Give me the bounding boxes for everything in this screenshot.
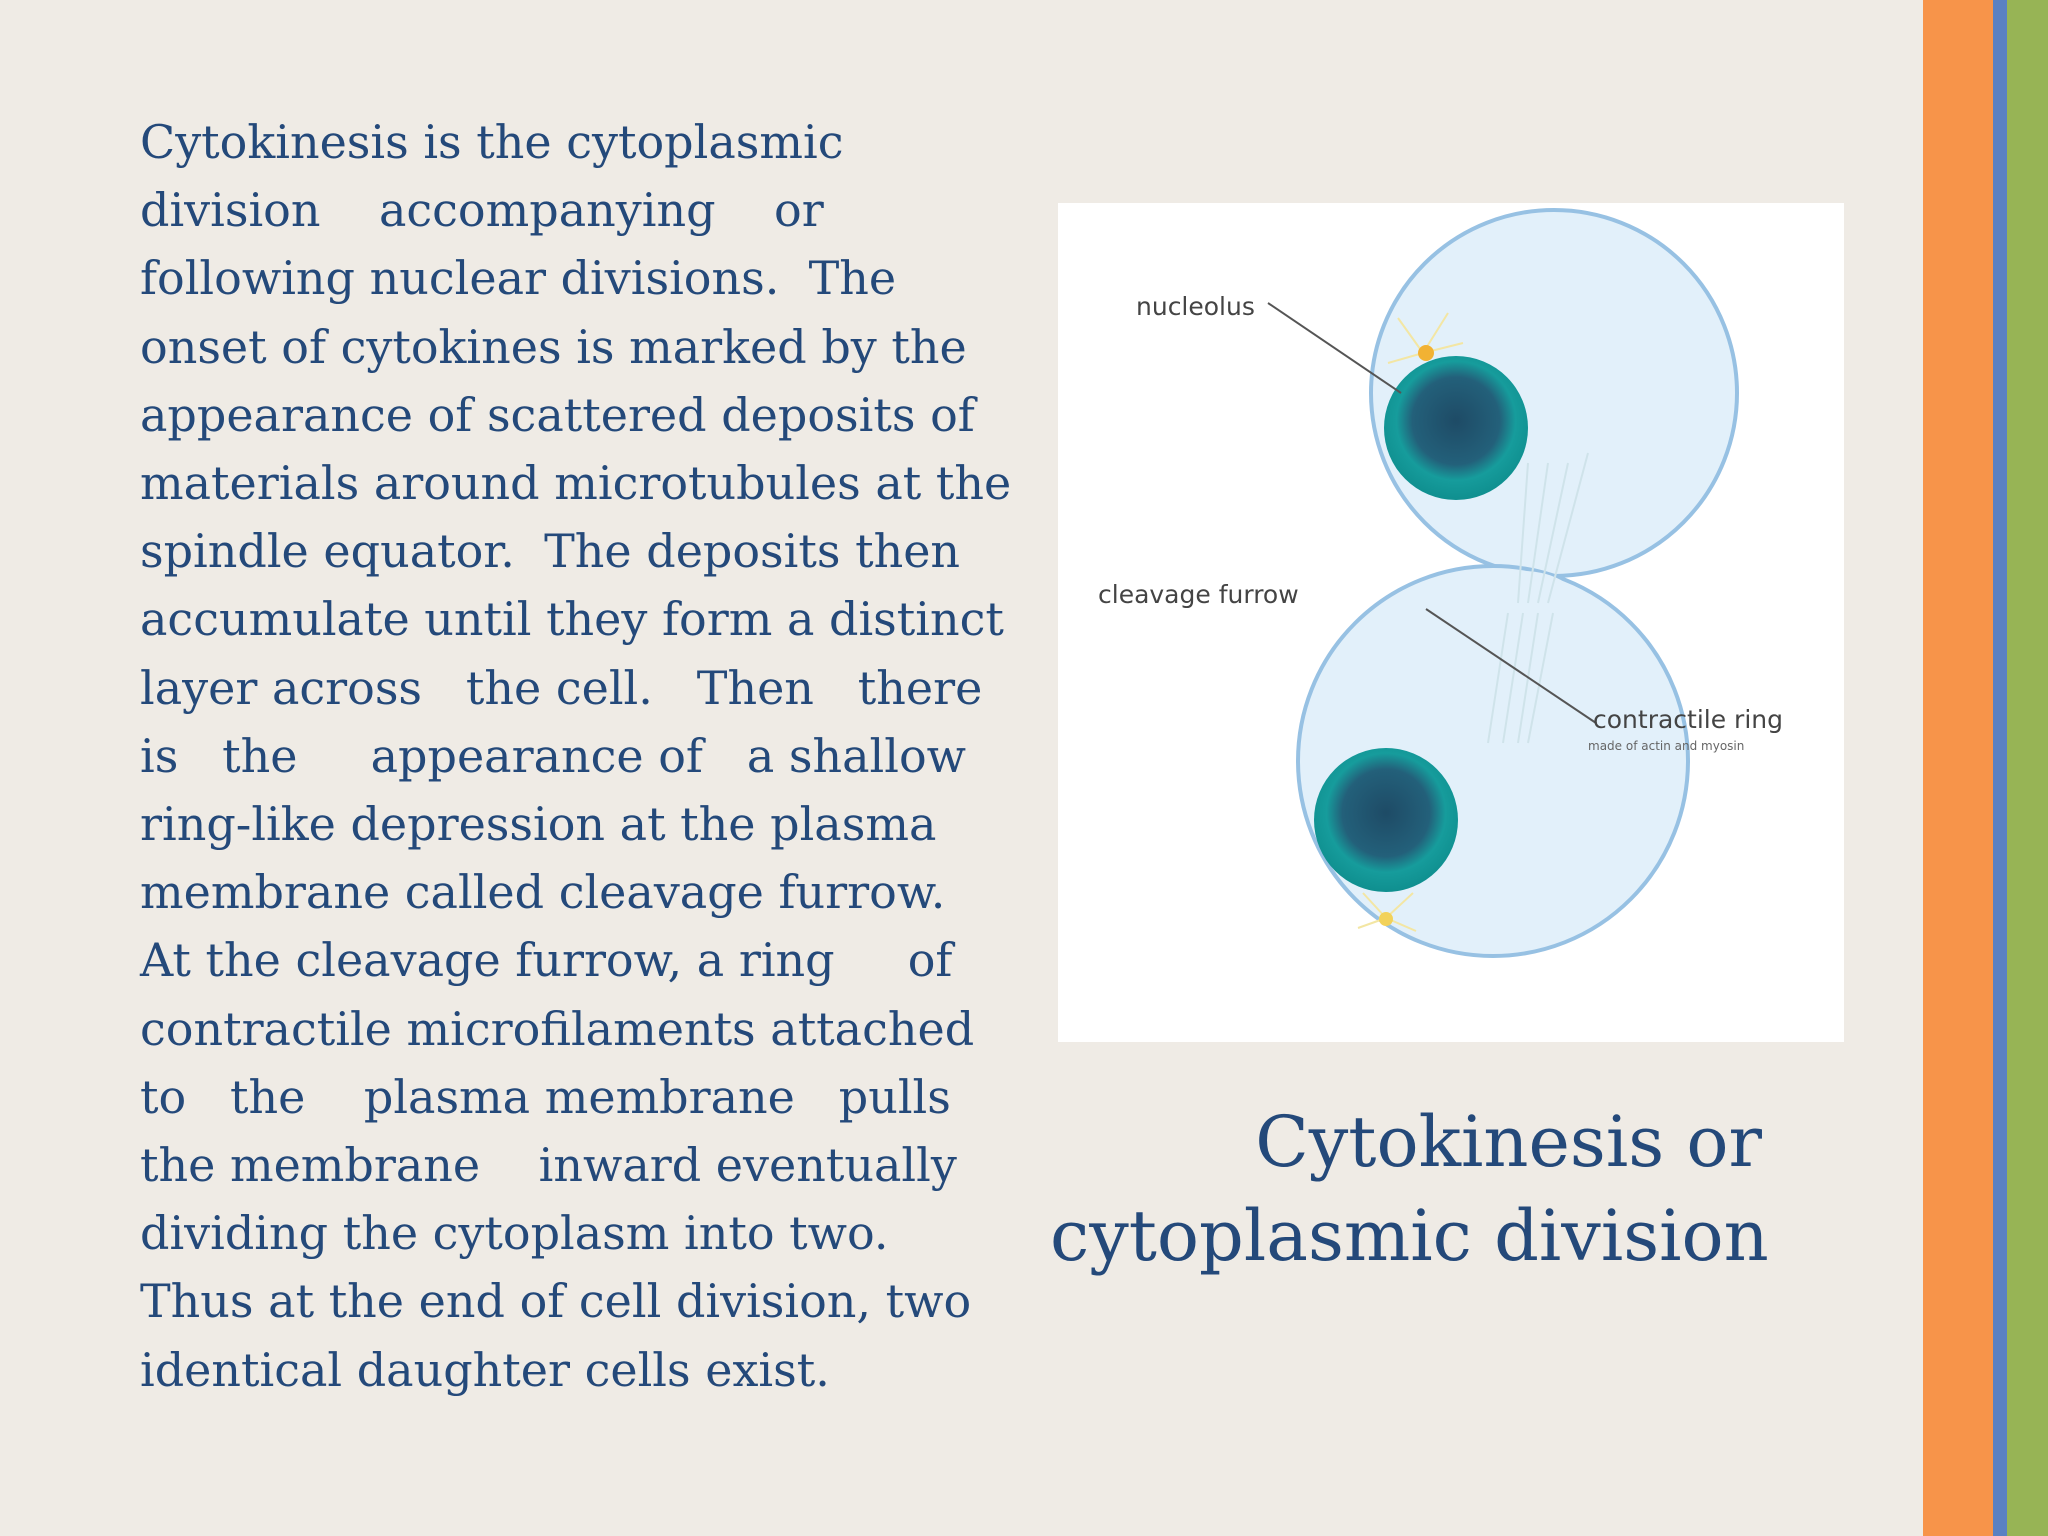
body-line: contractile microfilaments attached <box>140 1001 975 1056</box>
furrow-bridge <box>1463 571 1583 651</box>
body-line: At the cleavage furrow, a ring of <box>140 933 953 988</box>
accent-stripe-blue <box>1993 0 2007 1536</box>
body-line: is the appearance of a shallow <box>140 728 967 783</box>
lower-centrosome <box>1379 912 1393 926</box>
body-paragraph <box>140 108 1010 1404</box>
label-nucleolus: nucleolus <box>1136 292 1255 321</box>
body-line: layer across the cell. Then there <box>140 660 983 715</box>
body-line: spindle equator. The deposits then <box>140 524 961 579</box>
body-line: Thus at the end of cell division, two <box>140 1274 972 1329</box>
body-line: Cytokinesis is the cytoplasmic <box>140 115 844 169</box>
accent-stripe-orange <box>1923 0 1993 1536</box>
label-cleavage-furrow: cleavage furrow <box>1098 580 1299 609</box>
accent-stripe-green <box>2007 0 2048 1536</box>
upper-nucleus <box>1384 356 1528 500</box>
body-line: membrane called cleavage furrow. <box>140 865 946 920</box>
body-line: appearance of scattered deposits of <box>140 387 975 442</box>
slide-title-line: cytoplasmic division <box>1050 1195 1769 1277</box>
body-line: dividing the cytoplasm into two. <box>140 1206 889 1261</box>
body-line: materials around microtubules at the <box>140 456 1012 511</box>
body-line: following nuclear divisions. The <box>140 251 897 306</box>
upper-centrosome <box>1418 345 1434 361</box>
cell-division-figure <box>1058 203 1844 1042</box>
slide-title-line: Cytokinesis or <box>1255 1101 1762 1183</box>
label-contractile-ring-sub: made of actin and myosin <box>1588 739 1745 753</box>
body-line: identical daughter cells exist. <box>140 1342 830 1397</box>
body-line: to the plasma membrane pulls <box>140 1069 951 1124</box>
label-contractile-ring: contractile ring <box>1593 705 1783 734</box>
body-line: division accompanying or <box>140 183 824 238</box>
body-line: onset of cytokines is marked by the <box>140 319 967 374</box>
lower-nucleus <box>1314 748 1458 892</box>
body-line: accumulate until they form a distinct <box>140 592 1004 647</box>
body-line: ring-like depression at the plasma <box>140 797 937 852</box>
cytokinesis-diagram <box>1058 203 1844 1042</box>
body-line: the membrane inward eventually <box>140 1138 957 1193</box>
slide-title <box>1050 1095 1769 1283</box>
